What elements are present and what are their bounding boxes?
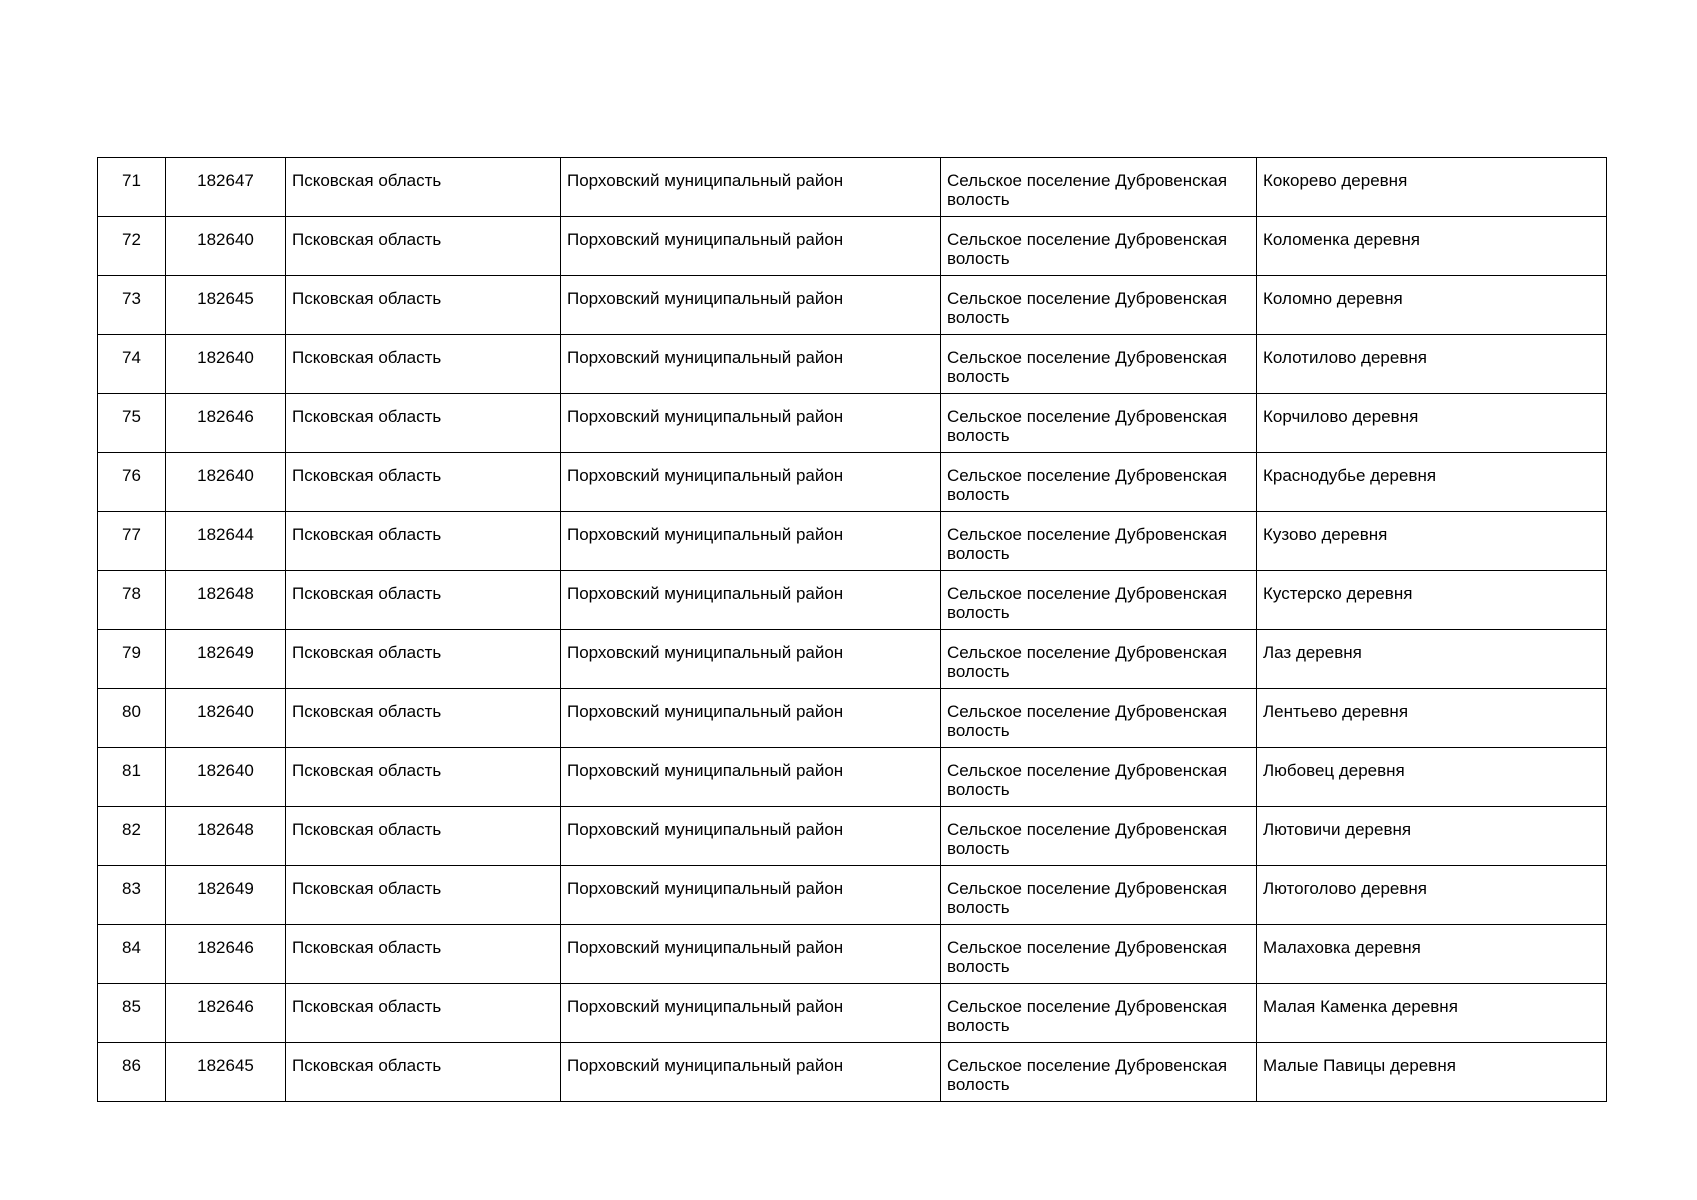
cell-postal-code: 182644 — [166, 512, 286, 571]
cell-region: Псковская область — [286, 335, 561, 394]
cell-postal-code: 182640 — [166, 217, 286, 276]
cell-postal-code: 182646 — [166, 394, 286, 453]
cell-settlement: Сельское поселение Дубровенская волость — [941, 748, 1257, 807]
table-row — [98, 276, 1607, 335]
table-row — [98, 984, 1607, 1043]
cell-row-number: 77 — [98, 512, 166, 571]
cell-district: Порховский муниципальный район — [561, 1043, 941, 1102]
cell-region: Псковская область — [286, 866, 561, 925]
cell-district: Порховский муниципальный район — [561, 925, 941, 984]
cell-settlement: Сельское поселение Дубровенская волость — [941, 984, 1257, 1043]
table-row — [98, 689, 1607, 748]
cell-region: Псковская область — [286, 630, 561, 689]
cell-settlement: Сельское поселение Дубровенская волость — [941, 1043, 1257, 1102]
cell-district: Порховский муниципальный район — [561, 512, 941, 571]
cell-settlement: Сельское поселение Дубровенская волость — [941, 453, 1257, 512]
table-row — [98, 630, 1607, 689]
cell-region: Псковская область — [286, 748, 561, 807]
cell-locality: Лютоголово деревня — [1257, 866, 1607, 925]
cell-postal-code: 182647 — [166, 158, 286, 217]
cell-postal-code: 182640 — [166, 748, 286, 807]
cell-district: Порховский муниципальный район — [561, 453, 941, 512]
cell-settlement: Сельское поселение Дубровенская волость — [941, 335, 1257, 394]
cell-postal-code: 182648 — [166, 807, 286, 866]
cell-row-number: 80 — [98, 689, 166, 748]
table-row — [98, 925, 1607, 984]
cell-postal-code: 182646 — [166, 984, 286, 1043]
cell-district: Порховский муниципальный район — [561, 748, 941, 807]
cell-locality: Лютовичи деревня — [1257, 807, 1607, 866]
cell-postal-code: 182645 — [166, 1043, 286, 1102]
cell-row-number: 71 — [98, 158, 166, 217]
table-row — [98, 217, 1607, 276]
cell-district: Порховский муниципальный район — [561, 866, 941, 925]
cell-row-number: 72 — [98, 217, 166, 276]
cell-row-number: 73 — [98, 276, 166, 335]
cell-district: Порховский муниципальный район — [561, 335, 941, 394]
cell-settlement: Сельское поселение Дубровенская волость — [941, 217, 1257, 276]
cell-row-number: 76 — [98, 453, 166, 512]
cell-settlement: Сельское поселение Дубровенская волость — [941, 158, 1257, 217]
cell-settlement: Сельское поселение Дубровенская волость — [941, 807, 1257, 866]
cell-region: Псковская область — [286, 453, 561, 512]
cell-locality: Корчилово деревня — [1257, 394, 1607, 453]
cell-region: Псковская область — [286, 984, 561, 1043]
table-row — [98, 394, 1607, 453]
cell-region: Псковская область — [286, 217, 561, 276]
table-row — [98, 512, 1607, 571]
cell-locality: Любовец деревня — [1257, 748, 1607, 807]
cell-postal-code: 182640 — [166, 453, 286, 512]
cell-postal-code: 182649 — [166, 630, 286, 689]
cell-locality: Кокорево деревня — [1257, 158, 1607, 217]
cell-locality: Малаховка деревня — [1257, 925, 1607, 984]
cell-locality: Колотилово деревня — [1257, 335, 1607, 394]
cell-locality: Лаз деревня — [1257, 630, 1607, 689]
cell-district: Порховский муниципальный район — [561, 394, 941, 453]
cell-district: Порховский муниципальный район — [561, 571, 941, 630]
cell-settlement: Сельское поселение Дубровенская волость — [941, 276, 1257, 335]
cell-district: Порховский муниципальный район — [561, 984, 941, 1043]
cell-locality: Коломно деревня — [1257, 276, 1607, 335]
cell-region: Псковская область — [286, 1043, 561, 1102]
cell-locality: Кузово деревня — [1257, 512, 1607, 571]
cell-settlement: Сельское поселение Дубровенская волость — [941, 925, 1257, 984]
cell-district: Порховский муниципальный район — [561, 807, 941, 866]
cell-settlement: Сельское поселение Дубровенская волость — [941, 571, 1257, 630]
cell-row-number: 81 — [98, 748, 166, 807]
table-row — [98, 335, 1607, 394]
cell-region: Псковская область — [286, 394, 561, 453]
cell-row-number: 75 — [98, 394, 166, 453]
cell-locality: Малые Павицы деревня — [1257, 1043, 1607, 1102]
cell-postal-code: 182640 — [166, 335, 286, 394]
cell-row-number: 79 — [98, 630, 166, 689]
cell-row-number: 84 — [98, 925, 166, 984]
cell-row-number: 82 — [98, 807, 166, 866]
cell-locality: Коломенка деревня — [1257, 217, 1607, 276]
cell-region: Псковская область — [286, 158, 561, 217]
table-row — [98, 866, 1607, 925]
cell-region: Псковская область — [286, 689, 561, 748]
table-body — [98, 158, 1607, 1102]
cell-district: Порховский муниципальный район — [561, 276, 941, 335]
cell-locality: Лентьево деревня — [1257, 689, 1607, 748]
cell-settlement: Сельское поселение Дубровенская волость — [941, 689, 1257, 748]
cell-settlement: Сельское поселение Дубровенская волость — [941, 866, 1257, 925]
cell-region: Псковская область — [286, 276, 561, 335]
cell-district: Порховский муниципальный район — [561, 689, 941, 748]
cell-postal-code: 182649 — [166, 866, 286, 925]
cell-row-number: 74 — [98, 335, 166, 394]
cell-region: Псковская область — [286, 571, 561, 630]
cell-row-number: 85 — [98, 984, 166, 1043]
cell-locality: Малая Каменка деревня — [1257, 984, 1607, 1043]
cell-settlement: Сельское поселение Дубровенская волость — [941, 394, 1257, 453]
cell-row-number: 83 — [98, 866, 166, 925]
cell-district: Порховский муниципальный район — [561, 630, 941, 689]
table-row — [98, 571, 1607, 630]
cell-postal-code: 182640 — [166, 689, 286, 748]
cell-row-number: 78 — [98, 571, 166, 630]
table-row — [98, 748, 1607, 807]
cell-postal-code: 182646 — [166, 925, 286, 984]
cell-row-number: 86 — [98, 1043, 166, 1102]
settlements-table — [97, 157, 1607, 1102]
cell-region: Псковская область — [286, 512, 561, 571]
table-row — [98, 1043, 1607, 1102]
table-row — [98, 807, 1607, 866]
table-row — [98, 453, 1607, 512]
cell-region: Псковская область — [286, 925, 561, 984]
cell-postal-code: 182645 — [166, 276, 286, 335]
cell-district: Порховский муниципальный район — [561, 158, 941, 217]
cell-locality: Кустерско деревня — [1257, 571, 1607, 630]
cell-settlement: Сельское поселение Дубровенская волость — [941, 630, 1257, 689]
cell-postal-code: 182648 — [166, 571, 286, 630]
table-row — [98, 158, 1607, 217]
cell-locality: Краснодубье деревня — [1257, 453, 1607, 512]
cell-region: Псковская область — [286, 807, 561, 866]
cell-settlement: Сельское поселение Дубровенская волость — [941, 512, 1257, 571]
cell-district: Порховский муниципальный район — [561, 217, 941, 276]
